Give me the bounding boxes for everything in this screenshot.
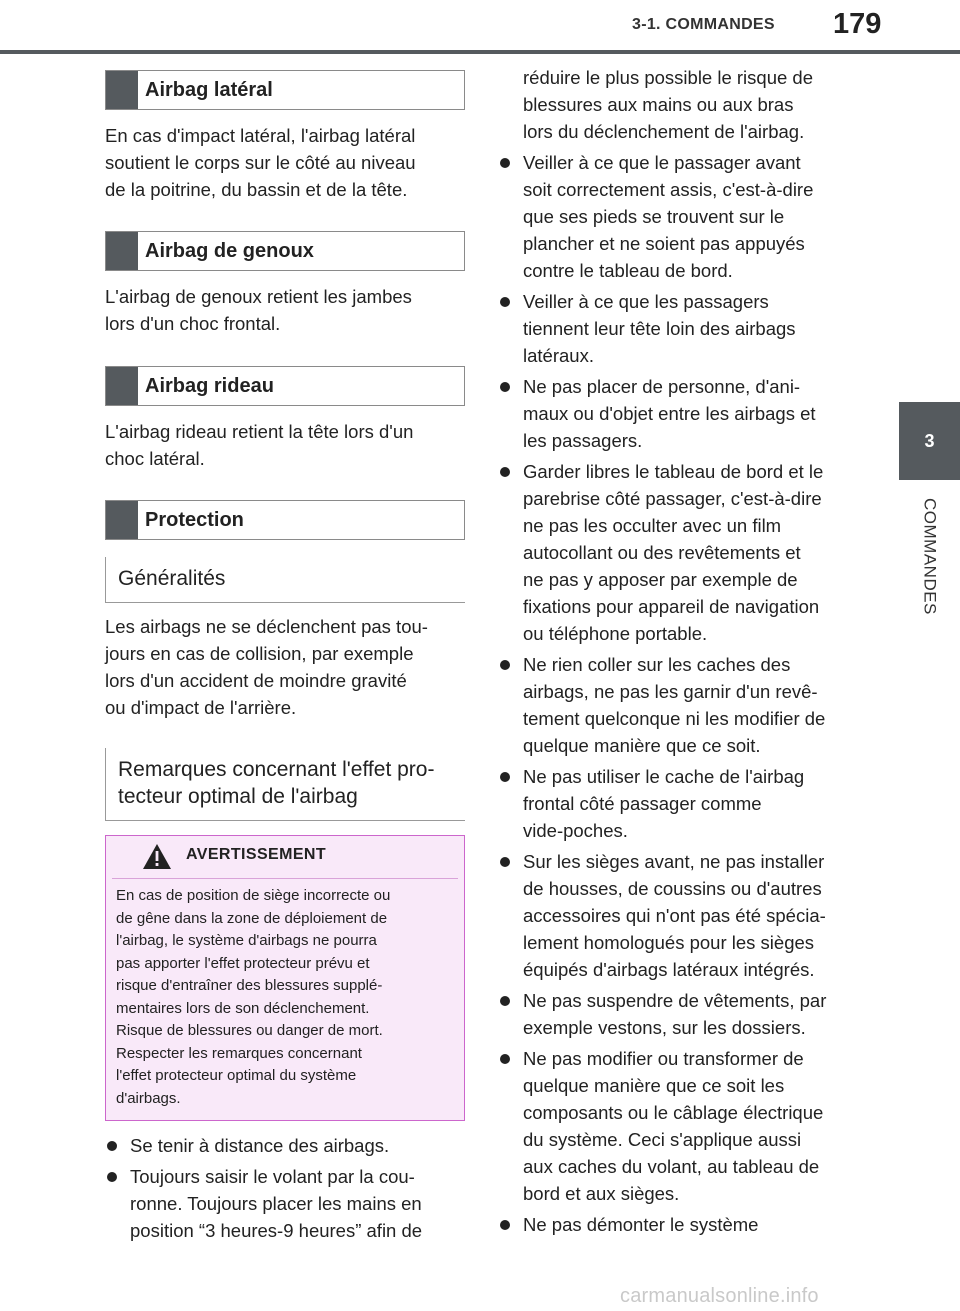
warning-header xyxy=(112,836,458,879)
heading-text: Airbag latéral xyxy=(145,79,273,101)
heading-bar xyxy=(106,71,138,109)
text-line: jours en cas de collision, par exemple xyxy=(105,643,414,664)
text-line: que ses pieds se trouvent sur le xyxy=(523,206,785,227)
text-line: lement homologués pour les sièges xyxy=(523,932,815,953)
text-line: Veiller à ce que les passagers xyxy=(523,291,769,312)
text-line: tiennent leur tête loin des airbags xyxy=(523,318,796,339)
text-line: Se tenir à distance des airbags. xyxy=(130,1135,390,1156)
chapter-tab-number[interactable]: 3 xyxy=(899,402,960,480)
text-line: Sur les sièges avant, ne pas installer xyxy=(523,851,825,872)
bullet-dot xyxy=(500,382,510,392)
section-heading-airbag-lateral xyxy=(105,70,465,110)
text-line: Ne rien coller sur les caches des xyxy=(523,654,791,675)
bullet-dot xyxy=(107,1172,117,1182)
bullet-dot xyxy=(500,772,510,782)
text-line: soit correctement assis, c'est-à-dire xyxy=(523,179,814,200)
heading-text: Protection xyxy=(145,509,244,531)
bullet-item xyxy=(498,1045,858,1207)
text-line: exemple vestons, sur les dossiers. xyxy=(523,1017,806,1038)
section-heading-protection xyxy=(105,500,465,540)
text-line: Les airbags ne se déclenchent pas tou- xyxy=(105,616,428,637)
text-line: L'airbag rideau retient la tête lors d'un xyxy=(105,421,414,442)
text-line: ronne. Toujours placer les mains en xyxy=(130,1193,422,1214)
text-line: Ne pas suspendre de vêtements, par xyxy=(523,990,827,1011)
text-line: aux caches du volant, au tableau de xyxy=(523,1156,820,1177)
text-line: Ne pas démonter le système xyxy=(523,1214,759,1235)
text-line: l'effet protecteur optimal du système xyxy=(116,1067,357,1084)
text-line: mentaires lors de son déclenchement. xyxy=(116,999,370,1017)
page-number: 179 xyxy=(833,8,882,40)
bullet-item xyxy=(498,458,858,647)
text-line: quelque manière que ce soit. xyxy=(523,735,761,756)
text-line: blessures aux mains ou aux bras xyxy=(523,94,794,115)
text-line: Respecter les remarques concernant xyxy=(116,1044,362,1062)
text-line: airbags, ne pas les garnir d'un revê- xyxy=(523,681,818,702)
text-line: L'airbag de genoux retient les jambes xyxy=(105,286,412,307)
text-line: l'airbag, le système d'airbags ne pourra xyxy=(116,932,377,949)
bullet-dot xyxy=(500,1054,510,1064)
bullet-item xyxy=(498,763,858,844)
chapter-tab xyxy=(899,480,960,720)
text-line: risque d'entraîner des blessures supplé- xyxy=(116,977,383,994)
text-line: plancher et ne soient pas appuyés xyxy=(523,233,805,254)
text-line: réduire le plus possible le risque de xyxy=(523,67,814,88)
text-line: contre le tableau de bord. xyxy=(523,260,733,281)
header-rule xyxy=(0,50,960,54)
text-line: choc latéral. xyxy=(105,448,205,469)
bullet-dot xyxy=(107,1141,117,1151)
text-line: de housses, de coussins ou d'autres xyxy=(523,878,822,899)
text-line: Remarques concernant l'effet pro- xyxy=(118,758,435,781)
bullet-item xyxy=(105,1132,465,1159)
heading-bar xyxy=(106,232,138,270)
text-line: parebrise côté passager, c'est-à-dire xyxy=(523,488,822,509)
text-line: En cas d'impact latéral, l'airbag latéral xyxy=(105,125,416,146)
text-line: les passagers. xyxy=(523,430,643,451)
bullet-item xyxy=(498,288,858,369)
text-line: Ne pas placer de personne, d'ani- xyxy=(523,376,801,397)
text-line: latéraux. xyxy=(523,345,594,366)
text-line: quelque manière que ce soit les xyxy=(523,1075,785,1096)
heading-text: Airbag de genoux xyxy=(145,240,314,262)
bullet-dot xyxy=(500,857,510,867)
text-line: Ne pas modifier ou transformer de xyxy=(523,1048,804,1069)
warning-text xyxy=(106,879,464,1120)
text-line: lors d'un choc frontal. xyxy=(105,313,281,334)
text-line: vide-poches. xyxy=(523,820,628,841)
text-line: position “3 heures-9 heures” afin de xyxy=(130,1220,423,1241)
paragraph-airbag-lateral xyxy=(105,122,465,203)
text-line: Toujours saisir le volant par la cou- xyxy=(130,1166,415,1187)
bullet-dot xyxy=(500,996,510,1006)
heading-bar xyxy=(106,501,138,539)
text-line: lors du déclenchement de l'airbag. xyxy=(523,121,805,142)
subheading-generalites: Généralités xyxy=(105,557,465,603)
bullet-item xyxy=(498,848,858,983)
bullet-item xyxy=(105,1163,465,1244)
paragraph-generalites xyxy=(105,613,465,721)
text-line: En cas de position de siège incorrecte ou xyxy=(116,887,391,904)
text-line: composants ou le câblage électrique xyxy=(523,1102,824,1123)
right-column xyxy=(498,64,858,1238)
text-line: Ne pas utiliser le cache de l'airbag xyxy=(523,766,805,787)
text-line: de gêne dans la zone de déploiement de xyxy=(116,909,388,927)
text-line: maux ou d'objet entre les airbags et xyxy=(523,403,816,424)
warning-triangle-icon xyxy=(142,843,172,870)
section-heading-airbag-genoux xyxy=(105,231,465,271)
bullet-item xyxy=(498,373,858,454)
heading-bar xyxy=(106,367,138,405)
text-line: équipés d'airbags latéraux intégrés. xyxy=(523,959,815,980)
text-line: ne pas les occulter avec un film xyxy=(523,515,782,536)
text-line: soutient le corps sur le côté au niveau xyxy=(105,152,416,173)
bullet-dot xyxy=(500,660,510,670)
warning-title: AVERTISSEMENT xyxy=(186,846,327,863)
heading-text: Airbag rideau xyxy=(145,375,274,397)
text-line: Risque de blessures ou danger de mort. xyxy=(116,1022,383,1039)
text-line: ne pas y apposer par exemple de xyxy=(523,569,798,590)
text-line: du système. Ceci s'applique aussi xyxy=(523,1129,802,1150)
text-line: lors d'un accident de moindre gravité xyxy=(105,670,407,691)
watermark: carmanualsonline.info xyxy=(620,1285,819,1307)
bullet-dot xyxy=(500,467,510,477)
text-line: Garder libres le tableau de bord et le xyxy=(523,461,824,482)
chapter-tab-label: COMMANDES xyxy=(920,498,940,615)
text-line: ou d'impact de l'arrière. xyxy=(105,697,297,718)
text-line: d'airbags. xyxy=(116,1089,181,1107)
left-column xyxy=(105,70,465,1244)
section-heading-airbag-rideau xyxy=(105,366,465,406)
continued-text xyxy=(498,64,858,145)
bullet-item xyxy=(498,1211,858,1238)
text-line: ou téléphone portable. xyxy=(523,623,708,644)
text-line: de la poitrine, du bassin et de la tête. xyxy=(105,179,408,200)
paragraph-airbag-rideau xyxy=(105,418,465,472)
bullet-item xyxy=(498,987,858,1041)
section-title: 3-1. COMMANDES xyxy=(632,16,775,33)
subheading-remarques xyxy=(105,748,465,821)
paragraph-airbag-genoux xyxy=(105,283,465,337)
text-line: Veiller à ce que le passager avant xyxy=(523,152,801,173)
bullet-dot xyxy=(500,1220,510,1230)
bullet-item xyxy=(498,149,858,284)
text-line: autocollant ou des revêtements et xyxy=(523,542,801,563)
bullet-dot xyxy=(500,158,510,168)
bullet-dot xyxy=(500,297,510,307)
bullet-item xyxy=(498,651,858,759)
text-line: fixations pour appareil de navigation xyxy=(523,596,820,617)
text-line: accessoires qui n'ont pas été spécia- xyxy=(523,905,826,926)
text-line: tement quelconque ni les modifier de xyxy=(523,708,826,729)
text-line: tecteur optimal de l'airbag xyxy=(118,785,358,808)
text-line: bord et aux sièges. xyxy=(523,1183,680,1204)
text-line: frontal côté passager comme xyxy=(523,793,762,814)
warning-box xyxy=(105,835,465,1121)
text-line: pas apporter l'effet protecteur prévu et xyxy=(116,954,370,972)
